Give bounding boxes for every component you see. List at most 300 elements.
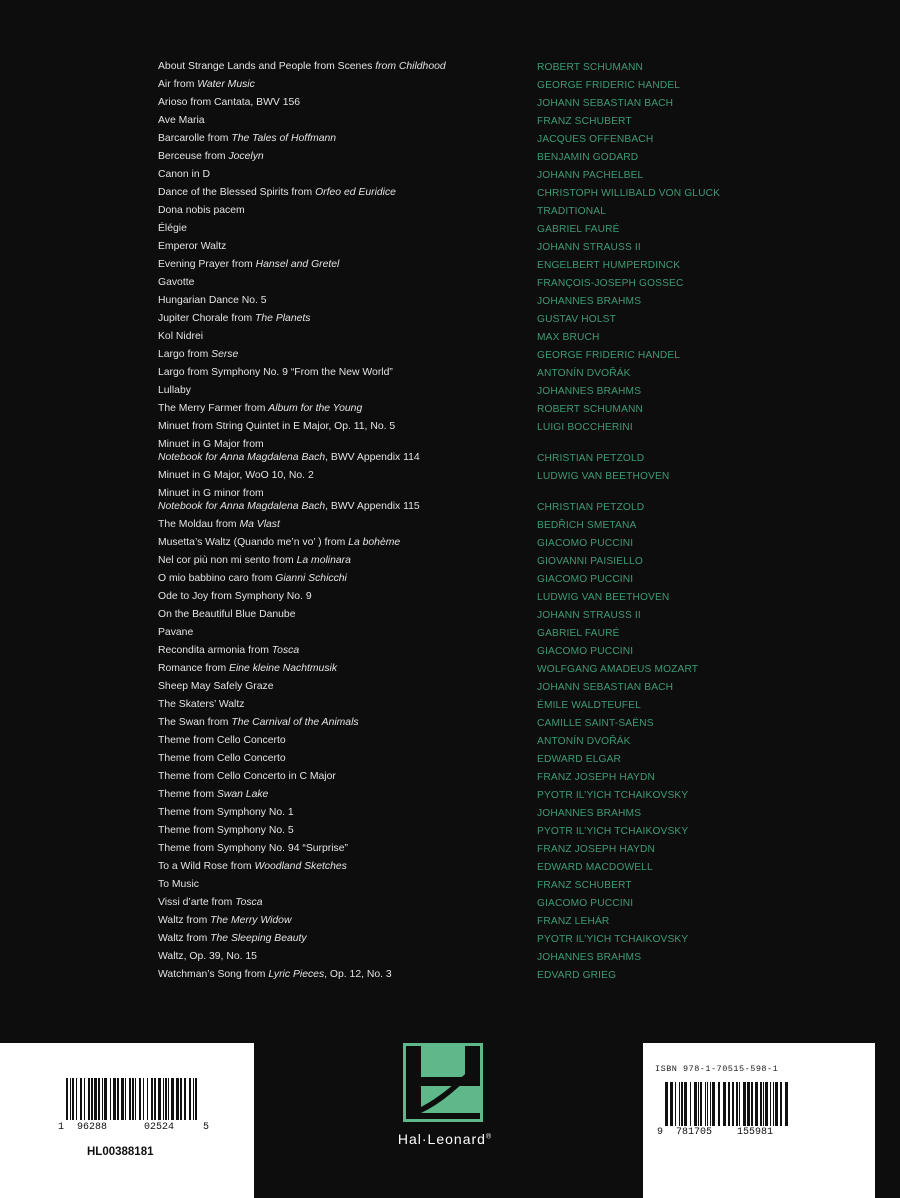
song-title bbox=[158, 932, 530, 945]
song-composer: ÉMILE WALDTEUFEL bbox=[537, 700, 641, 711]
song-title bbox=[158, 438, 530, 464]
song-row bbox=[158, 330, 858, 348]
song-composer: CHRISTIAN PETZOLD bbox=[537, 453, 645, 464]
barcode-bar bbox=[681, 1082, 683, 1126]
barcode-bar bbox=[76, 1078, 77, 1120]
barcode-bar bbox=[94, 1078, 97, 1120]
song-title bbox=[158, 402, 530, 415]
song-row bbox=[158, 788, 858, 806]
song-composer: GIACOMO PUCCINI bbox=[537, 574, 634, 585]
song-row bbox=[158, 78, 858, 96]
song-title bbox=[158, 788, 530, 801]
song-title bbox=[158, 96, 530, 109]
song-title-part: Dona nobis pacem bbox=[158, 205, 245, 216]
song-title bbox=[158, 950, 530, 963]
song-title-part: Largo from Symphony No. 9 “From the New World” bbox=[158, 367, 393, 378]
song-title-part: Air from bbox=[158, 79, 198, 90]
song-composer: BENJAMIN GODARD bbox=[537, 152, 639, 163]
hal-leonard-logo bbox=[403, 1043, 483, 1122]
song-title-part: Largo from bbox=[158, 349, 212, 360]
song-title bbox=[158, 420, 530, 433]
song-composer: JOHANN STRAUSS II bbox=[537, 610, 641, 621]
barcode-bar bbox=[763, 1082, 764, 1126]
song-title-italic: Hansel and Gretel bbox=[255, 259, 340, 270]
barcode-bar bbox=[176, 1078, 179, 1120]
song-title-italic: Gianni Schicchi bbox=[275, 573, 347, 584]
song-title bbox=[158, 330, 530, 343]
barcode-bar bbox=[705, 1082, 706, 1126]
song-title-part: Recondita armonia from bbox=[158, 645, 272, 656]
barcode-bar bbox=[165, 1078, 167, 1120]
song-composer: LUDWIG VAN BEETHOVEN bbox=[537, 592, 670, 603]
song-title-part: Minuet in G minor from bbox=[158, 488, 264, 499]
song-title bbox=[158, 276, 530, 289]
song-composer: PYOTR IL’YICH TCHAIKOVSKY bbox=[537, 790, 689, 801]
song-row bbox=[158, 384, 858, 402]
song-title-part: Pavane bbox=[158, 627, 194, 638]
song-title-part: Minuet from String Quintet in E Major, Op. 11, No. 5 bbox=[158, 421, 396, 432]
song-composer: EDVARD GRIEG bbox=[537, 970, 617, 981]
song-composer: CAMILLE SAINT-SAËNS bbox=[537, 718, 654, 729]
barcode-bar bbox=[755, 1082, 758, 1126]
barcode-bar bbox=[760, 1082, 762, 1126]
song-title-part: Jupiter Chorale from bbox=[158, 313, 256, 324]
song-composer: FRANZ SCHUBERT bbox=[537, 880, 632, 891]
song-composer: GABRIEL FAURÉ bbox=[537, 224, 620, 235]
song-composer: BEDŘICH SMETANA bbox=[537, 520, 637, 531]
song-title-italic: The Carnival of the Animals bbox=[231, 717, 359, 728]
song-title-part: Waltz, Op. 39, No. 15 bbox=[158, 951, 257, 962]
song-row bbox=[158, 842, 858, 860]
song-title-part: Barcarolle from bbox=[158, 133, 232, 144]
song-title bbox=[158, 878, 530, 891]
song-row bbox=[158, 258, 858, 276]
song-title-part: Theme from Symphony No. 5 bbox=[158, 825, 294, 836]
barcode-bar bbox=[129, 1078, 131, 1120]
song-composer: FRANÇOIS-JOSEPH GOSSEC bbox=[537, 278, 684, 289]
song-title-part: Nel cor più non mi sento from bbox=[158, 555, 297, 566]
barcode-bar bbox=[84, 1078, 85, 1120]
song-row bbox=[158, 734, 858, 752]
barcode-bar bbox=[151, 1078, 153, 1120]
song-title bbox=[158, 78, 530, 91]
barcode-bar bbox=[732, 1082, 734, 1126]
song-title-part: Kol Nidrei bbox=[158, 331, 204, 342]
isbn-label: ISBN 978-1-70515-598-1 bbox=[655, 1064, 779, 1074]
song-title-italic: Lyric Pieces bbox=[268, 969, 325, 980]
song-title-part: Élégie bbox=[158, 223, 187, 234]
song-title-italic: Woodland Sketches bbox=[254, 861, 347, 872]
song-row bbox=[158, 770, 858, 788]
barcode-bar bbox=[180, 1078, 182, 1120]
song-row bbox=[158, 536, 858, 554]
song-title bbox=[158, 662, 530, 675]
song-row bbox=[158, 698, 858, 716]
song-title-italic: Serse bbox=[211, 349, 239, 360]
barcode-bar bbox=[743, 1082, 746, 1126]
barcode-bar bbox=[66, 1078, 68, 1120]
song-title-part: , Op. 12, No. 3 bbox=[324, 969, 392, 980]
song-row bbox=[158, 896, 858, 914]
song-title-part: The Moldau from bbox=[158, 519, 240, 530]
song-title bbox=[158, 536, 530, 549]
song-title bbox=[158, 572, 530, 585]
song-title-italic: The Planets bbox=[255, 313, 311, 324]
song-title bbox=[158, 168, 530, 181]
song-title-italic: The Tales of Hoffmann bbox=[231, 133, 337, 144]
song-title-part: Hungarian Dance No. 5 bbox=[158, 295, 267, 306]
song-title-part: Sheep May Safely Graze bbox=[158, 681, 274, 692]
song-title-italic: La bohème bbox=[348, 537, 401, 548]
song-title bbox=[158, 258, 530, 271]
barcode-bar bbox=[147, 1078, 148, 1120]
song-composer: JOHANN PACHELBEL bbox=[537, 170, 644, 181]
song-title-italic: La molinara bbox=[296, 555, 351, 566]
barcode-bar bbox=[189, 1078, 191, 1120]
song-row bbox=[158, 312, 858, 330]
song-title bbox=[158, 842, 530, 855]
song-composer: GIOVANNI PAISIELLO bbox=[537, 556, 643, 567]
song-title-part: Emperor Waltz bbox=[158, 241, 227, 252]
song-row bbox=[158, 276, 858, 294]
song-title bbox=[158, 222, 530, 235]
song-row bbox=[158, 806, 858, 824]
barcode-bar bbox=[694, 1082, 697, 1126]
upc-digits-left: 96288 bbox=[77, 1122, 108, 1133]
song-row bbox=[158, 402, 858, 420]
song-composer: GUSTAV HOLST bbox=[537, 314, 616, 325]
song-composer: GIACOMO PUCCINI bbox=[537, 898, 634, 909]
song-title-part: Theme from Cello Concerto in C Major bbox=[158, 771, 336, 782]
song-row bbox=[158, 680, 858, 698]
song-title bbox=[158, 348, 530, 361]
barcode-bar bbox=[113, 1078, 116, 1120]
song-title-italic: The Merry Widow bbox=[210, 915, 292, 926]
song-title bbox=[158, 60, 530, 73]
song-title bbox=[158, 608, 530, 621]
song-title-part: The Swan from bbox=[158, 717, 232, 728]
song-row bbox=[158, 644, 858, 662]
song-row bbox=[158, 487, 858, 518]
song-title bbox=[158, 896, 530, 909]
song-title bbox=[158, 132, 530, 145]
song-composer: CHRISTIAN PETZOLD bbox=[537, 502, 645, 513]
song-title bbox=[158, 716, 530, 729]
barcode-bar bbox=[675, 1082, 676, 1126]
song-row bbox=[158, 186, 858, 204]
barcode-bar bbox=[780, 1082, 782, 1126]
barcode-bar bbox=[168, 1078, 169, 1120]
song-composer: GIACOMO PUCCINI bbox=[537, 538, 634, 549]
song-title-italic: Tosca bbox=[271, 645, 300, 656]
song-title bbox=[158, 770, 530, 783]
song-title bbox=[158, 294, 530, 307]
song-title-italic: from Childhood bbox=[375, 61, 446, 72]
song-title bbox=[158, 752, 530, 765]
song-composer: LUIGI BOCCHERINI bbox=[537, 422, 633, 433]
song-row bbox=[158, 348, 858, 366]
song-row bbox=[158, 438, 858, 469]
barcode-bar bbox=[171, 1078, 174, 1120]
song-composer: ENGELBERT HUMPERDINCK bbox=[537, 260, 681, 271]
song-title-part: On the Beautiful Blue Danube bbox=[158, 609, 296, 620]
barcode-bar bbox=[712, 1082, 715, 1126]
song-title bbox=[158, 240, 530, 253]
song-title-italic: Orfeo ed Euridice bbox=[315, 187, 396, 198]
song-title-italic: The Sleeping Beauty bbox=[210, 933, 307, 944]
song-composer: EDWARD MACDOWELL bbox=[537, 862, 653, 873]
barcode-bar bbox=[718, 1082, 720, 1126]
song-row bbox=[158, 518, 858, 536]
song-row bbox=[158, 150, 858, 168]
barcode-bar bbox=[117, 1078, 119, 1120]
product-code: HL00388181 bbox=[87, 1146, 154, 1158]
barcode-bar bbox=[728, 1082, 730, 1126]
song-composer: JOHANNES BRAHMS bbox=[537, 952, 642, 963]
song-title-italic: Water Music bbox=[197, 79, 255, 90]
song-title-italic: Jocelyn bbox=[228, 151, 264, 162]
barcode-bar bbox=[736, 1082, 738, 1126]
song-row bbox=[158, 914, 858, 932]
publisher-wordmark: Hal·Leonard bbox=[397, 1131, 486, 1147]
song-title-part: Arioso from Cantata, BWV 156 bbox=[158, 97, 301, 108]
barcode-bar bbox=[665, 1082, 668, 1126]
barcode-bar bbox=[135, 1078, 136, 1120]
isbn-barcode bbox=[665, 1082, 791, 1132]
barcode-bar bbox=[698, 1082, 699, 1126]
song-title-part: Theme from Symphony No. 94 “Surprise” bbox=[158, 843, 348, 854]
song-title-part: To Music bbox=[158, 879, 199, 890]
song-title bbox=[158, 590, 530, 603]
song-title-part: About Strange Lands and People from Scenes bbox=[158, 61, 376, 72]
song-title-part: Theme from Cello Concerto bbox=[158, 753, 286, 764]
song-title-part: Vissi d’arte from bbox=[158, 897, 236, 908]
song-row bbox=[158, 968, 858, 986]
song-composer: JOHANNES BRAHMS bbox=[537, 296, 642, 307]
song-title bbox=[158, 734, 530, 747]
song-title-italic: Eine kleine Nachtmusik bbox=[229, 663, 338, 674]
barcode-bar bbox=[121, 1078, 124, 1120]
barcode-bar bbox=[670, 1082, 673, 1126]
song-composer: GIACOMO PUCCINI bbox=[537, 646, 634, 657]
song-title-part: Ave Maria bbox=[158, 115, 205, 126]
song-title bbox=[158, 626, 530, 639]
song-title-part: Waltz from bbox=[158, 933, 211, 944]
song-composer: GEORGE FRIDERIC HANDEL bbox=[537, 80, 681, 91]
song-title-part: Ode to Joy from Symphony No. 9 bbox=[158, 591, 312, 602]
barcode-bar bbox=[785, 1082, 788, 1126]
song-title bbox=[158, 384, 530, 397]
song-row bbox=[158, 366, 858, 384]
song-title-italic: Album for the Young bbox=[268, 403, 363, 414]
song-title bbox=[158, 860, 530, 873]
song-title-part: Theme from bbox=[158, 789, 217, 800]
barcode-bar bbox=[193, 1078, 194, 1120]
barcode-bar bbox=[110, 1078, 111, 1120]
song-title-part: Gavotte bbox=[158, 277, 195, 288]
song-title bbox=[158, 469, 530, 482]
barcode-bar bbox=[163, 1078, 164, 1120]
barcode-bar bbox=[72, 1078, 74, 1120]
song-row bbox=[158, 572, 858, 590]
song-composer: FRANZ JOSEPH HAYDN bbox=[537, 844, 655, 855]
song-title-part: Musetta’s Waltz (Quando me’n vo’ ) from bbox=[158, 537, 349, 548]
song-composer: JOHANNES BRAHMS bbox=[537, 808, 642, 819]
song-title-part: Waltz from bbox=[158, 915, 211, 926]
song-title-part: Evening Prayer from bbox=[158, 259, 256, 270]
song-row bbox=[158, 60, 858, 78]
song-composer: FRANZ JOSEPH HAYDN bbox=[537, 772, 655, 783]
song-title-italic: Swan Lake bbox=[216, 789, 269, 800]
song-title-part: Theme from Cello Concerto bbox=[158, 735, 286, 746]
song-row bbox=[158, 950, 858, 968]
barcode-bar bbox=[184, 1078, 186, 1120]
song-row bbox=[158, 294, 858, 312]
song-title bbox=[158, 518, 530, 531]
barcode-bar bbox=[710, 1082, 711, 1126]
song-composer: JOHANN SEBASTIAN BACH bbox=[537, 682, 674, 693]
barcode-bar bbox=[98, 1078, 100, 1120]
song-row bbox=[158, 469, 858, 487]
song-title bbox=[158, 487, 530, 513]
song-title bbox=[158, 824, 530, 837]
song-composer: ROBERT SCHUMANN bbox=[537, 62, 644, 73]
song-list bbox=[158, 60, 858, 986]
barcode-bar bbox=[91, 1078, 93, 1120]
song-title-italic: Ma Vlast bbox=[239, 519, 280, 530]
upc-digits-right: 02524 bbox=[144, 1122, 175, 1133]
song-title-part: Berceuse from bbox=[158, 151, 229, 162]
song-composer: EDWARD ELGAR bbox=[537, 754, 622, 765]
barcode-bar bbox=[751, 1082, 753, 1126]
song-composer: GEORGE FRIDERIC HANDEL bbox=[537, 350, 681, 361]
barcode-bar bbox=[770, 1082, 771, 1126]
song-title-part: Canon in D bbox=[158, 169, 210, 180]
song-row bbox=[158, 752, 858, 770]
song-composer: TRADITIONAL bbox=[537, 206, 607, 217]
publisher-name bbox=[345, 1131, 545, 1147]
song-title-part: To a Wild Rose from bbox=[158, 861, 255, 872]
song-composer: CHRISTOPH WILLIBALD VON GLUCK bbox=[537, 188, 721, 199]
song-row bbox=[158, 590, 858, 608]
isbn-digits-right: 155981 bbox=[737, 1127, 774, 1138]
song-title bbox=[158, 698, 530, 711]
barcode-bar bbox=[125, 1078, 126, 1120]
song-row bbox=[158, 132, 858, 150]
upc-barcode bbox=[66, 1078, 197, 1128]
song-title-part: O mio babbino caro from bbox=[158, 573, 276, 584]
song-title-part: Minuet in G Major from bbox=[158, 439, 264, 450]
barcode-bar bbox=[139, 1078, 141, 1120]
song-row bbox=[158, 860, 858, 878]
song-composer: ANTONÍN DVOŘÁK bbox=[537, 736, 631, 747]
song-row bbox=[158, 878, 858, 896]
song-title-part: Watchman’s Song from bbox=[158, 969, 269, 980]
song-row bbox=[158, 626, 858, 644]
song-title-italic: Tosca bbox=[235, 897, 263, 908]
song-row bbox=[158, 114, 858, 132]
song-title-part: , BWV Appendix 115 bbox=[325, 501, 420, 512]
barcode-bar bbox=[132, 1078, 134, 1120]
song-composer: MAX BRUCH bbox=[537, 332, 600, 343]
barcode-bar bbox=[143, 1078, 144, 1120]
song-title bbox=[158, 914, 530, 927]
song-row bbox=[158, 204, 858, 222]
song-title-part: Dance of the Blessed Spirits from bbox=[158, 187, 316, 198]
song-row bbox=[158, 824, 858, 842]
song-title bbox=[158, 680, 530, 693]
song-composer: ROBERT SCHUMANN bbox=[537, 404, 644, 415]
barcode-bar bbox=[88, 1078, 90, 1120]
song-title bbox=[158, 644, 530, 657]
song-composer: FRANZ SCHUBERT bbox=[537, 116, 632, 127]
barcode-bar bbox=[195, 1078, 197, 1120]
song-row bbox=[158, 608, 858, 626]
song-row bbox=[158, 554, 858, 572]
song-title-part: Romance from bbox=[158, 663, 230, 674]
barcode-bar bbox=[707, 1082, 708, 1126]
barcode-bar bbox=[684, 1082, 687, 1126]
song-title bbox=[158, 554, 530, 567]
song-composer: ANTONÍN DVOŘÁK bbox=[537, 368, 631, 379]
song-title-part: The Merry Farmer from bbox=[158, 403, 269, 414]
barcode-bar bbox=[739, 1082, 740, 1126]
song-row bbox=[158, 222, 858, 240]
barcode-bar bbox=[158, 1078, 161, 1120]
song-title-part: Theme from Symphony No. 1 bbox=[158, 807, 294, 818]
song-title bbox=[158, 806, 530, 819]
song-composer: LUDWIG VAN BEETHOVEN bbox=[537, 471, 670, 482]
song-title bbox=[158, 366, 530, 379]
barcode-bar bbox=[773, 1082, 774, 1126]
isbn-digit-lead: 9 bbox=[657, 1127, 664, 1138]
barcode-bar bbox=[102, 1078, 103, 1120]
song-row bbox=[158, 420, 858, 438]
song-title bbox=[158, 186, 530, 199]
song-row bbox=[158, 96, 858, 114]
song-composer: JOHANN SEBASTIAN BACH bbox=[537, 98, 674, 109]
song-composer: JOHANN STRAUSS II bbox=[537, 242, 641, 253]
barcode-bar bbox=[723, 1082, 726, 1126]
song-title-part: , BWV Appendix 114 bbox=[325, 452, 420, 463]
barcode-bar bbox=[765, 1082, 768, 1126]
isbn-digits-left: 781705 bbox=[676, 1127, 713, 1138]
song-title-part: Minuet in G Major, WoO 10, No. 2 bbox=[158, 470, 314, 481]
barcode-bar bbox=[700, 1082, 702, 1126]
song-row bbox=[158, 240, 858, 258]
song-row bbox=[158, 662, 858, 680]
song-composer: FRANZ LEHÁR bbox=[537, 916, 610, 927]
barcode-bar bbox=[154, 1078, 156, 1120]
barcode-bar bbox=[690, 1082, 691, 1126]
upc-digit-lead: 1 bbox=[58, 1122, 65, 1133]
song-title bbox=[158, 114, 530, 127]
song-title-part: Lullaby bbox=[158, 385, 191, 396]
song-composer: JACQUES OFFENBACH bbox=[537, 134, 654, 145]
registered-mark: ® bbox=[485, 1133, 493, 1141]
song-row bbox=[158, 932, 858, 950]
barcode-bar bbox=[679, 1082, 680, 1126]
upc-digit-check: 5 bbox=[203, 1122, 210, 1133]
song-title bbox=[158, 204, 530, 217]
song-title bbox=[158, 968, 530, 981]
song-composer: PYOTR IL’YICH TCHAIKOVSKY bbox=[537, 934, 689, 945]
song-composer: WOLFGANG AMADEUS MOZART bbox=[537, 664, 699, 675]
song-row bbox=[158, 716, 858, 734]
barcode-bar bbox=[70, 1078, 71, 1120]
song-title-italic: Notebook for Anna Magdalena Bach bbox=[158, 501, 326, 512]
song-title bbox=[158, 150, 530, 163]
